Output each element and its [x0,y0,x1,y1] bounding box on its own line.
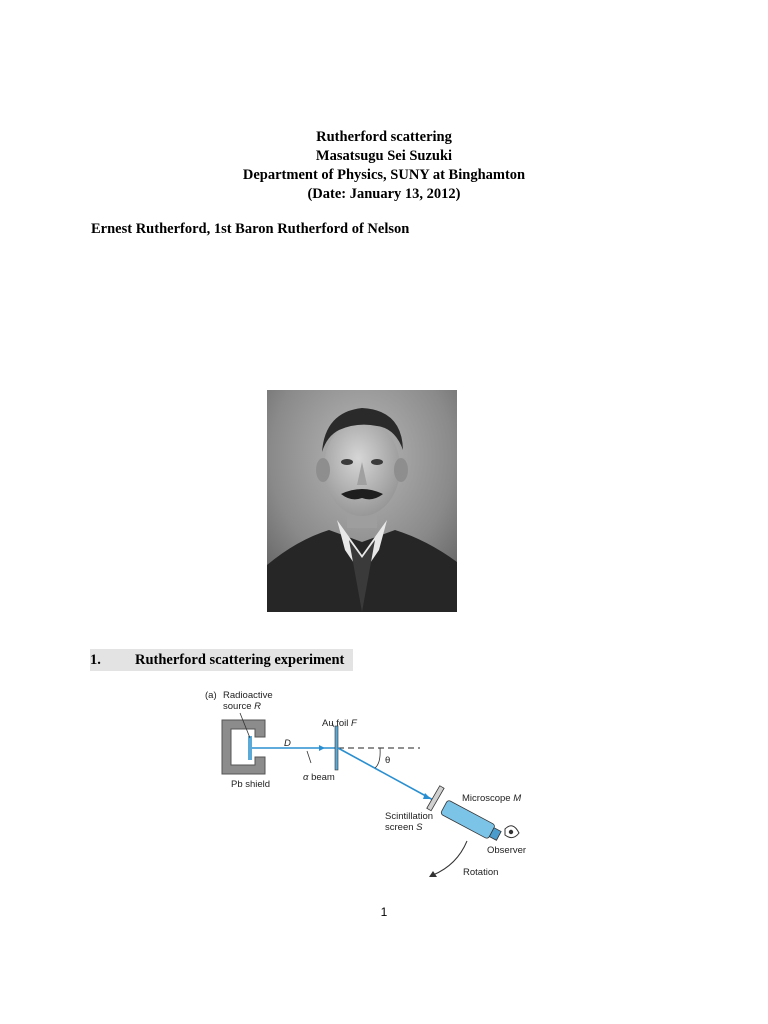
label-scint-line1: Scintillation [385,811,434,822]
author-name: Masatsugu Sei Suzuki [315,148,453,164]
label-theta: θ [385,755,391,766]
section-title: Rutherford scattering experiment [135,652,345,668]
label-source-line2: source R [223,701,262,712]
scattering-apparatus-diagram [195,683,535,889]
au-foil [335,726,338,770]
section-number: 1. [90,652,101,668]
label-microscope: Microscope M [462,793,522,804]
label-panel: (a) [205,690,217,701]
label-source-line1: Radioactive [223,690,273,701]
microscope [440,800,502,843]
rotation-arrow [433,841,467,875]
radioactive-source [248,736,252,760]
page-number: 1 [380,905,388,919]
pb-shield [222,720,265,774]
label-d: D [284,738,291,749]
title-block [0,128,768,204]
label-foil: Au foil F [322,718,357,729]
document-title: Rutherford scattering [316,129,452,145]
affiliation: Department of Physics, SUNY at Binghamton [242,167,526,183]
subject-heading: Ernest Rutherford, 1st Baron Rutherford of Nelson [91,221,410,237]
label-observer: Observer [487,845,527,856]
label-shield: Pb shield [231,779,271,790]
rutherford-portrait [267,390,457,612]
label-rotation: Rotation [463,867,499,878]
label-alpha-beam: α beam [303,772,335,783]
section-heading [90,649,353,671]
label-scint-line2: screen S [385,822,423,833]
document-date: (Date: January 13, 2012) [307,186,461,202]
